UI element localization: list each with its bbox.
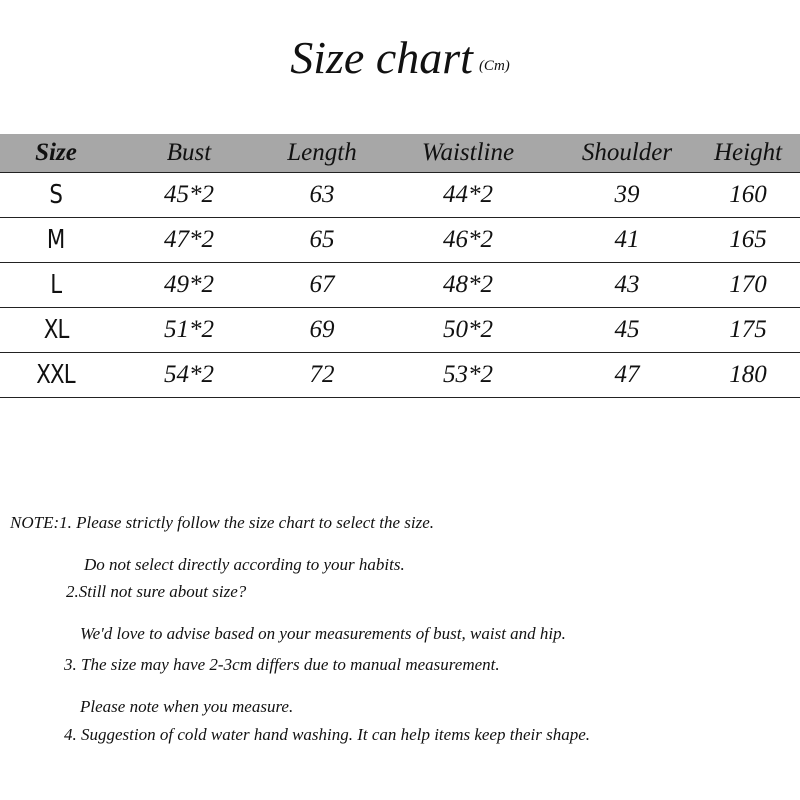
bust-cell: 51*2 bbox=[112, 308, 266, 353]
waistline-cell: 46*2 bbox=[378, 218, 558, 263]
length-cell: 63 bbox=[266, 173, 378, 218]
note-line: We'd love to advise based on your measurements of bust, waist and hip. bbox=[80, 624, 566, 643]
height-cell: 175 bbox=[696, 308, 800, 353]
size-label: L bbox=[50, 270, 62, 300]
title-text: Size chart bbox=[290, 32, 473, 83]
shoulder-cell: 39 bbox=[558, 173, 696, 218]
length-cell: 65 bbox=[266, 218, 378, 263]
shoulder-cell: 45 bbox=[558, 308, 696, 353]
height-cell: 165 bbox=[696, 218, 800, 263]
table-header-row bbox=[0, 134, 800, 173]
note-line: 2.Still not sure about size? bbox=[66, 582, 247, 601]
height-cell: 180 bbox=[696, 353, 800, 398]
header-size: Size bbox=[0, 134, 112, 173]
size-label: XL bbox=[43, 315, 69, 345]
note-line: 4. Suggestion of cold water hand washing. It can help items keep their shape. bbox=[64, 725, 590, 744]
table-row bbox=[0, 218, 800, 263]
bust-cell: 54*2 bbox=[112, 353, 266, 398]
note-line: Do not select directly according to your habits. bbox=[84, 555, 405, 574]
bust-cell: 47*2 bbox=[112, 218, 266, 263]
length-cell: 67 bbox=[266, 263, 378, 308]
size-cell bbox=[0, 263, 112, 308]
header-waistline: Waistline bbox=[378, 134, 558, 173]
table-row bbox=[0, 263, 800, 308]
shoulder-cell: 43 bbox=[558, 263, 696, 308]
header-shoulder: Shoulder bbox=[558, 134, 696, 173]
size-label: S bbox=[49, 180, 63, 210]
height-cell: 170 bbox=[696, 263, 800, 308]
note-line: Please note when you measure. bbox=[80, 697, 294, 716]
height-cell: 160 bbox=[696, 173, 800, 218]
waistline-cell: 50*2 bbox=[378, 308, 558, 353]
bust-cell: 45*2 bbox=[112, 173, 266, 218]
waistline-cell: 44*2 bbox=[378, 173, 558, 218]
size-cell bbox=[0, 353, 112, 398]
title-unit: (Cm) bbox=[478, 58, 510, 74]
shoulder-cell: 47 bbox=[558, 353, 696, 398]
table-row bbox=[0, 173, 800, 218]
bust-cell: 49*2 bbox=[112, 263, 266, 308]
header-height: Height bbox=[696, 134, 800, 173]
shoulder-cell: 41 bbox=[558, 218, 696, 263]
size-cell bbox=[0, 218, 112, 263]
note-line: NOTE:1. Please strictly follow the size chart to select the size. bbox=[10, 513, 434, 532]
page-title bbox=[0, 28, 800, 88]
header-length: Length bbox=[266, 134, 378, 173]
size-label: XXL bbox=[36, 360, 76, 390]
waistline-cell: 48*2 bbox=[378, 263, 558, 308]
table-row bbox=[0, 353, 800, 398]
header-bust: Bust bbox=[112, 134, 266, 173]
waistline-cell: 53*2 bbox=[378, 353, 558, 398]
size-chart-table bbox=[0, 134, 800, 398]
length-cell: 69 bbox=[266, 308, 378, 353]
table-row bbox=[0, 308, 800, 353]
size-cell bbox=[0, 308, 112, 353]
size-label: M bbox=[47, 225, 65, 255]
size-cell bbox=[0, 173, 112, 218]
length-cell: 72 bbox=[266, 353, 378, 398]
note-line: 3. The size may have 2-3cm differs due to manual measurement. bbox=[64, 655, 500, 674]
